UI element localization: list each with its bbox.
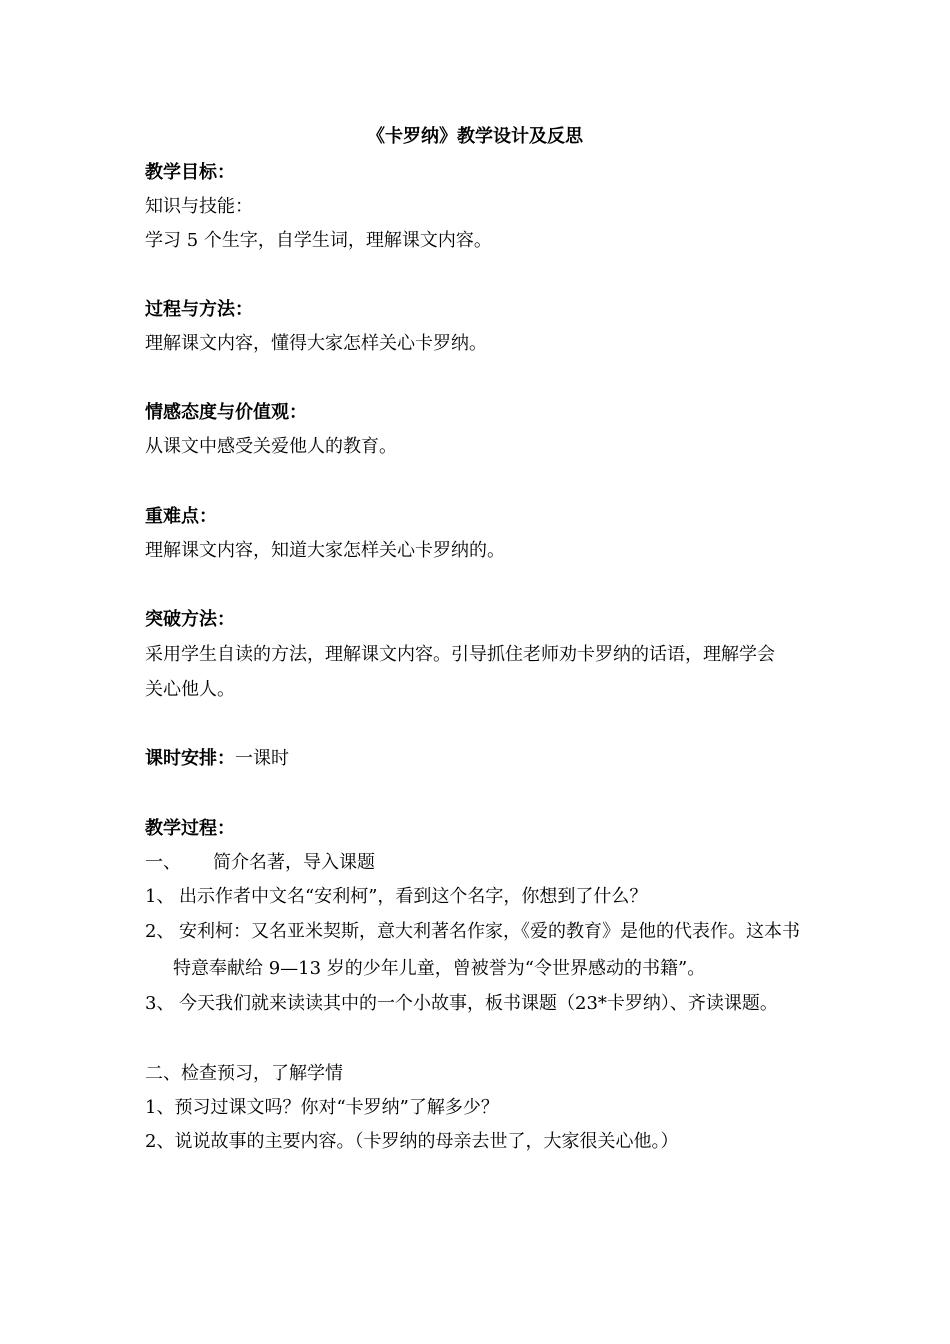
list-item: 1、预习过课文吗？你对“卡罗纳”了解多少？ — [145, 1097, 499, 1118]
list-item — [145, 920, 800, 944]
section1-title: 简介名著，导入课题 — [213, 852, 375, 873]
document-title: 《卡罗纳》教学设计及反思 — [367, 126, 583, 147]
list-item-text: 出示作者中文名“安利柯”，看到这个名字，你想到了什么？ — [179, 886, 648, 907]
list-item-text: 安利柯：又名亚米契斯，意大利著名作家，《爱的教育》是他的代表作。这本书 — [179, 921, 800, 942]
emotion-heading: 情感态度与价值观： — [145, 402, 307, 423]
emotion-text: 从课文中感受关爱他人的教育。 — [145, 436, 397, 457]
list-item-number: 2、 — [145, 921, 175, 942]
list-item-text: 今天我们就来读读其中的一个小故事，板书课题（23*卡罗纳）、齐读课题。 — [179, 993, 778, 1014]
method-text-line1: 采用学生自读的方法，理解课文内容。引导抓住老师劝卡罗纳的话语，理解学会 — [145, 644, 775, 665]
key-points-text: 理解课文内容，知道大家怎样关心卡罗纳的。 — [145, 540, 505, 561]
knowledge-text: 学习 5 个生字，自学生词，理解课文内容。 — [145, 230, 492, 251]
process-method-heading: 过程与方法： — [145, 299, 253, 320]
section2-title: 二、检查预习，了解学情 — [145, 1063, 343, 1084]
list-item-continuation: 特意奉献给 9—13 岁的少年儿童，曾被誉为“令世界感动的书籍”。 — [173, 958, 706, 979]
method-heading: 突破方法： — [145, 609, 235, 630]
section1-title-row — [145, 851, 375, 875]
list-item: 2、说说故事的主要内容。（卡罗纳的母亲去世了，大家很关心他。） — [145, 1131, 679, 1152]
knowledge-heading: 知识与技能： — [145, 196, 253, 217]
list-item — [145, 992, 778, 1016]
objectives-heading: 教学目标： — [145, 162, 235, 183]
process-heading: 教学过程： — [145, 818, 235, 839]
schedule-row — [145, 747, 289, 771]
list-item-number: 1、 — [145, 886, 175, 907]
key-points-heading: 重难点： — [145, 506, 217, 527]
list-item-number: 3、 — [145, 993, 175, 1014]
process-method-text: 理解课文内容，懂得大家怎样关心卡罗纳。 — [145, 333, 487, 354]
schedule-text: 一课时 — [235, 748, 289, 769]
schedule-heading: 课时安排： — [145, 748, 235, 769]
section1-number: 一、 — [145, 852, 181, 873]
list-item — [145, 885, 647, 909]
method-text-line2: 关心他人。 — [145, 679, 235, 700]
